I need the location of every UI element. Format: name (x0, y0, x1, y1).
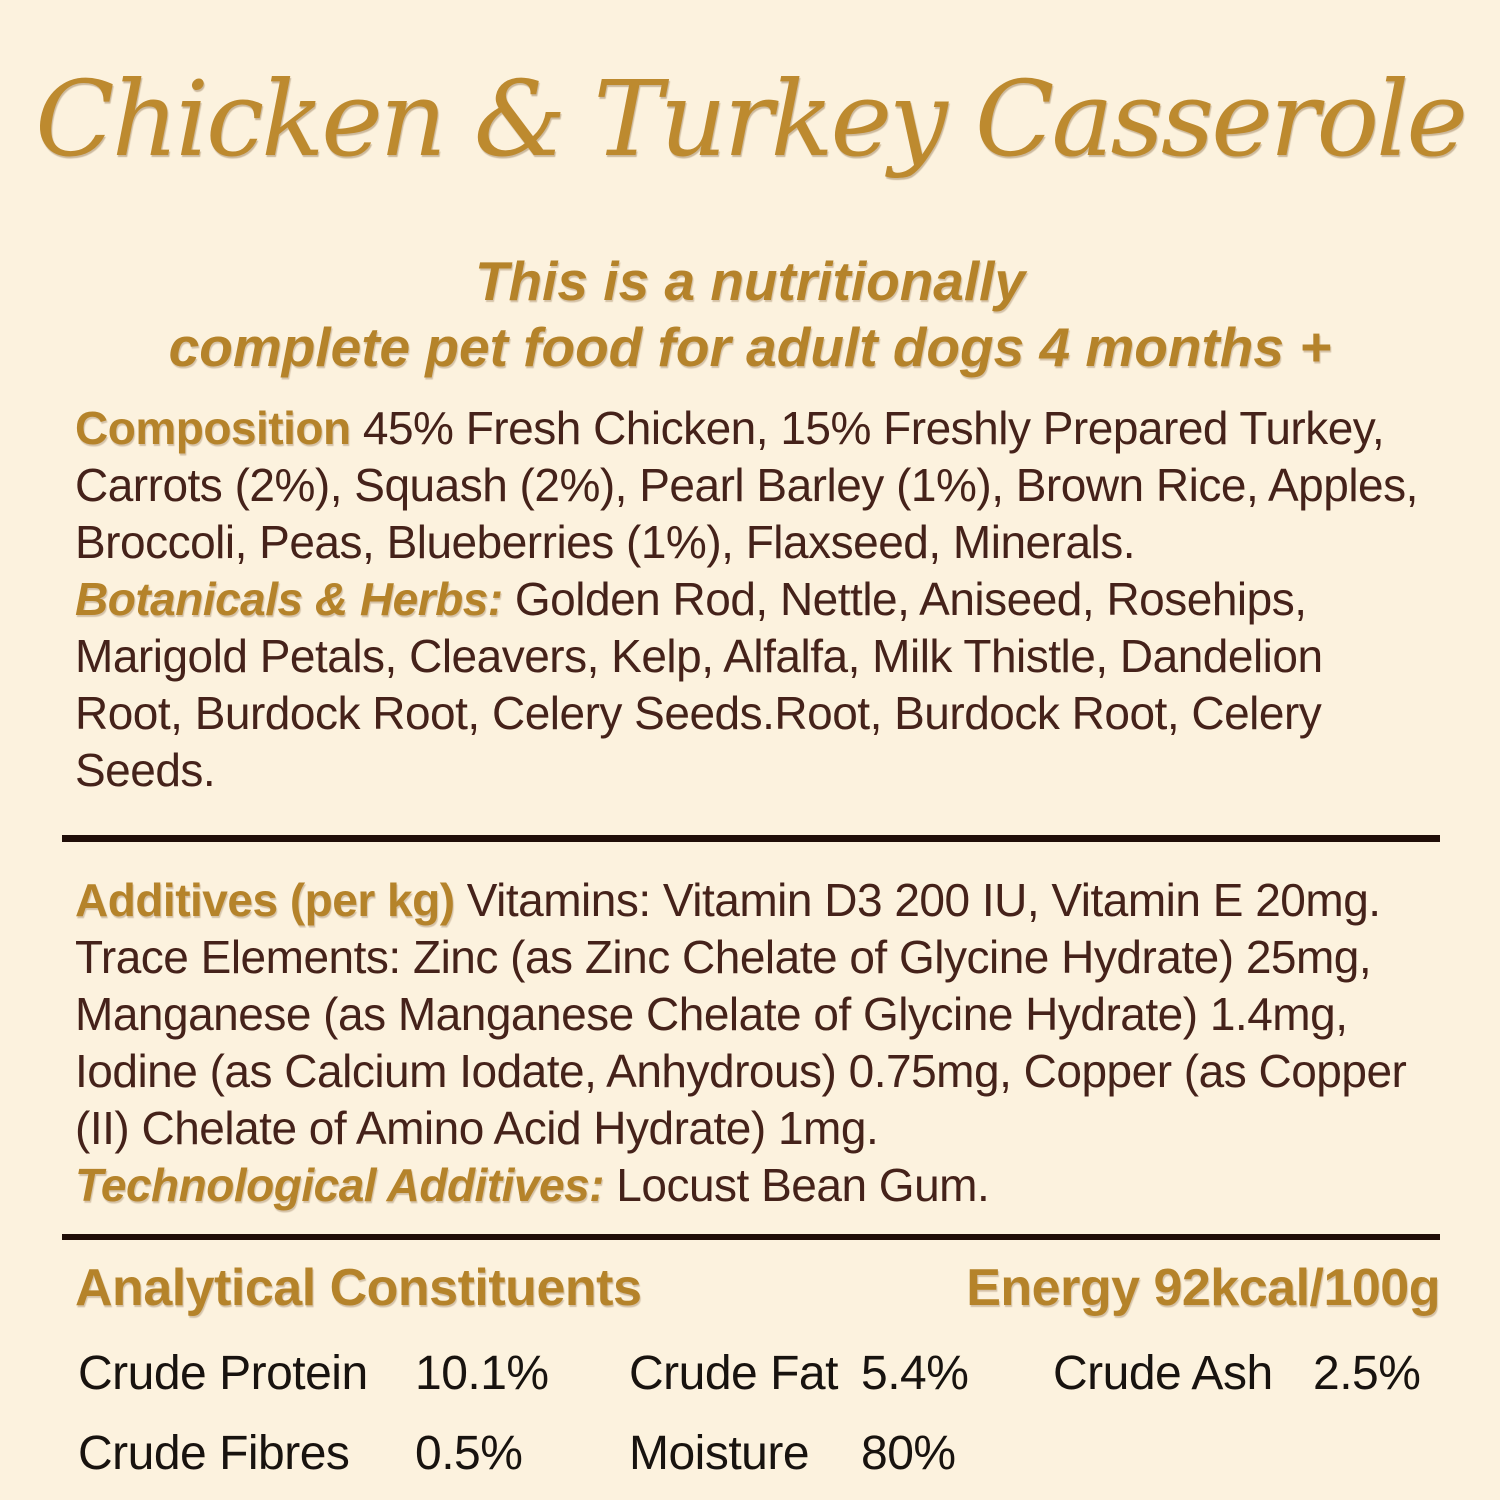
technological-additives-text: Locust Bean Gum. (616, 1159, 990, 1211)
technological-additives-heading: Technological Additives: (75, 1159, 604, 1211)
nutrient-label: Crude Fibres (78, 1427, 350, 1480)
composition-section (75, 400, 1437, 799)
composition-heading: Composition (75, 402, 351, 454)
composition-text: 45% Fresh Chicken, 15% Freshly Prepared Turkey, Carrots (2%), Squash (2%), Pearl Barley (1%), Brown Rice, Apples, Broccoli, Peas, Blueberries (1%), Flaxseed, Minerals. (75, 402, 1418, 568)
botanicals-heading: Botanicals & Herbs: (75, 573, 503, 625)
botanicals-paragraph (75, 571, 1437, 799)
nutrient-value: 2.5% (1313, 1347, 1421, 1400)
nutrient-label: Moisture (629, 1427, 810, 1480)
table-row (78, 1426, 1438, 1500)
nutrient-label: Crude Ash (1053, 1347, 1273, 1400)
botanicals-text: Golden Rod, Nettle, Aniseed, Rosehips, Marigold Petals, Cleavers, Kelp, Alfalfa, Milk Thistle, Dandelion Root, Burdock Root, Celery Seeds.Root, Burdock Root, Celery Seeds. (75, 573, 1323, 796)
nutrient-label: Crude Protein (78, 1347, 368, 1400)
product-title: Chicken & Turkey Casserole (35, 58, 1465, 180)
section-divider-top (62, 835, 1440, 842)
subtitle (0, 248, 1500, 380)
additives-text: Vitamins: Vitamin D3 200 IU, Vitamin E 20mg. Trace Elements: Zinc (as Zinc Chelate of Glycine Hydrate) 25mg, Manganese (as Manganese Chelate of Glycine Hydrate) 1.4mg, Iodine (as Calcium Iodate, Anhydrous) 0.75mg, Copper (as Copper (II) Chelate of Amino Acid Hydrate) 1mg. (75, 874, 1407, 1154)
section-divider-bottom (62, 1234, 1440, 1240)
additives-paragraph (75, 872, 1437, 1157)
analytical-header (75, 1258, 1440, 1318)
table-row (78, 1346, 1438, 1426)
composition-paragraph (75, 400, 1437, 571)
subtitle-line-2: complete pet food for adult dogs 4 months + (168, 316, 1332, 378)
additives-heading: Additives (per kg) (75, 874, 455, 926)
analytical-table (78, 1346, 1438, 1500)
nutrient-value: 80% (861, 1427, 956, 1480)
technological-additives-paragraph (75, 1157, 1437, 1214)
additives-section (75, 872, 1437, 1214)
energy-value: Energy 92kcal/100g (966, 1259, 1440, 1317)
analytical-heading: Analytical Constituents (75, 1259, 642, 1317)
nutrient-value: 5.4% (861, 1347, 969, 1400)
nutrient-label: Crude Fat (629, 1347, 838, 1400)
nutrient-value: 10.1% (415, 1347, 549, 1400)
nutrient-value: 0.5% (415, 1427, 523, 1480)
subtitle-line-1: This is a nutritionally (474, 250, 1026, 312)
